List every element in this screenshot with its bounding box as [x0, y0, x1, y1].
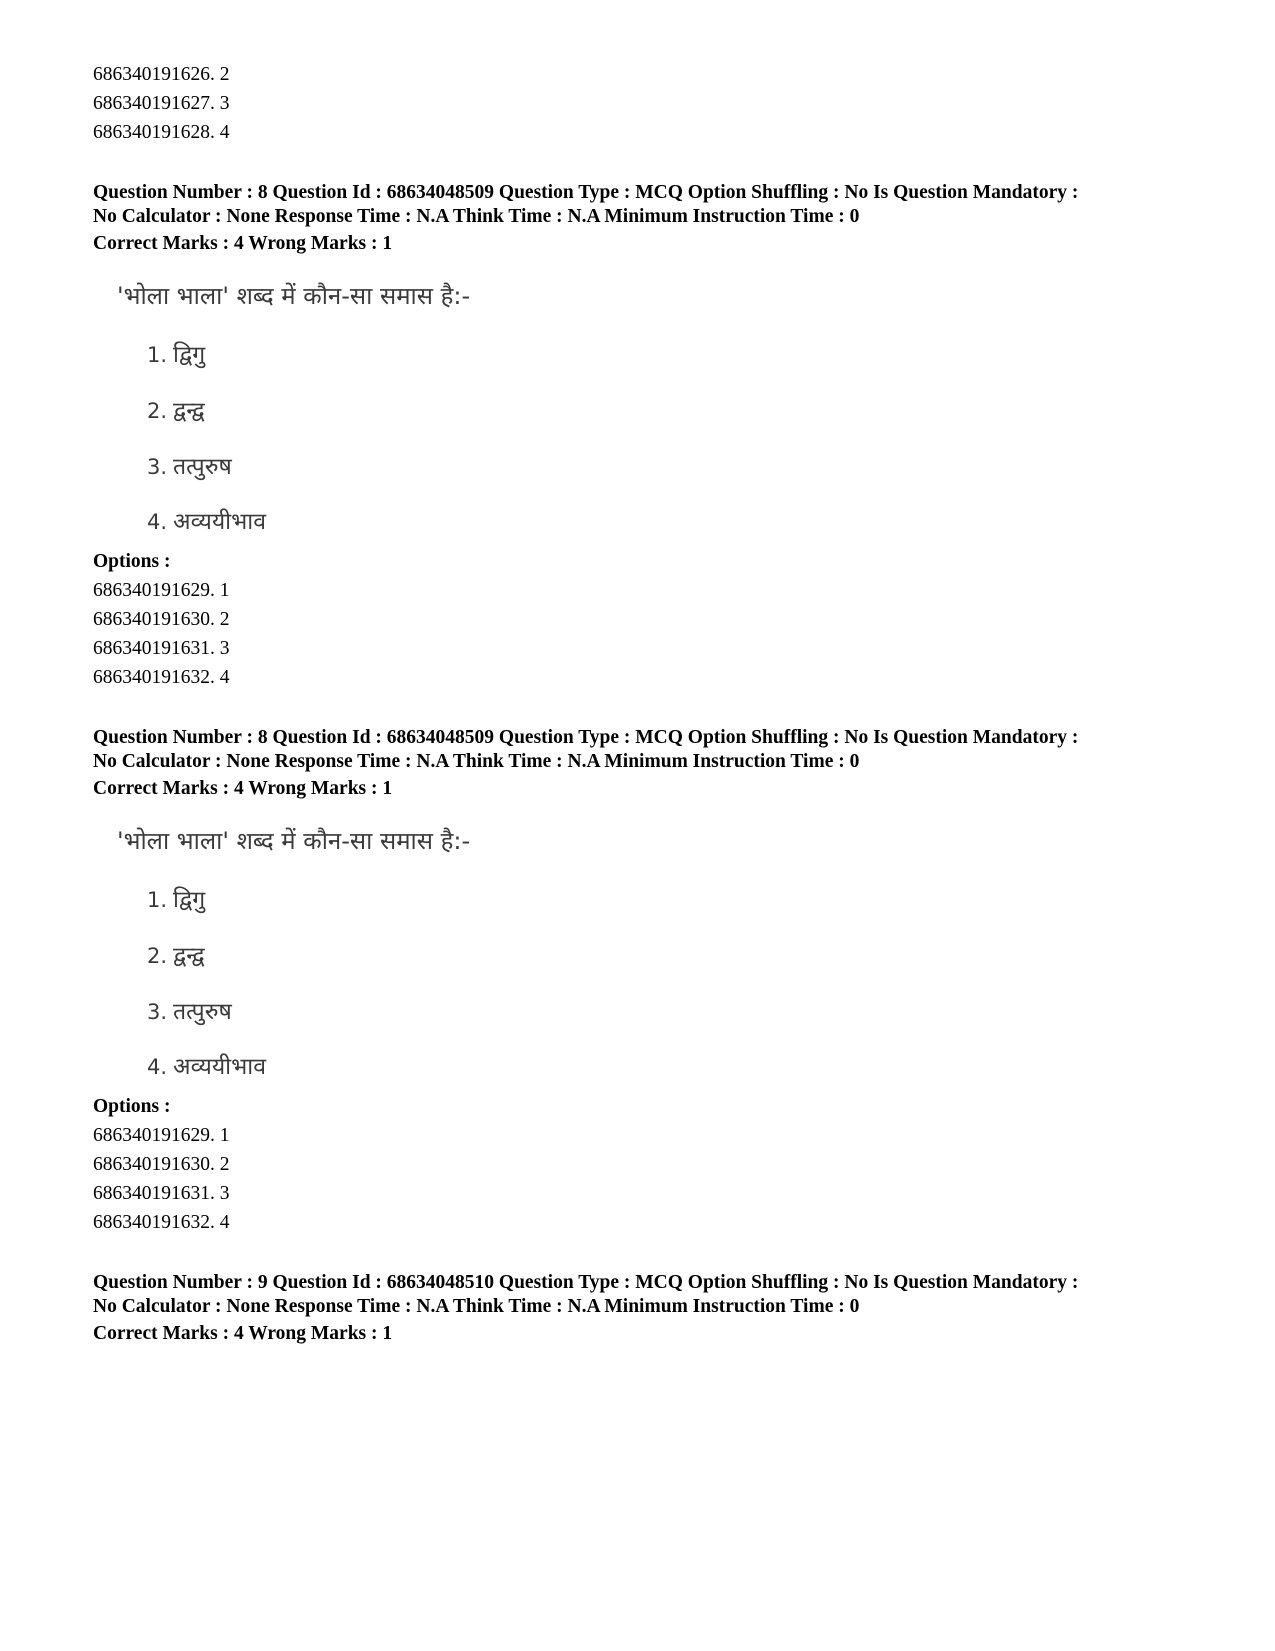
question-marks: Correct Marks : 4 Wrong Marks : 1 [93, 233, 393, 254]
question-header-line2: No Calculator : None Response Time : N.A Think Time : N.A Minimum Instruction Time : 0 [93, 1296, 860, 1317]
option-row: 686340191630. 2 [93, 609, 230, 630]
question-header-line1: Question Number : 9 Question Id : 68634048510 Question Type : MCQ Option Shuffling : No Is Question Mandatory : [93, 1272, 1079, 1293]
question-block [93, 726, 1193, 1237]
choice-item: 1. द्विगु [147, 342, 206, 368]
options-label: Options : [93, 1096, 171, 1117]
options-list [93, 1121, 1193, 1237]
choice-item: 4. अव्ययीभाव [147, 509, 267, 535]
question-text: 'भोला भाला' शब्द में कौन-सा समास है:- [117, 282, 471, 310]
question-header-line2: No Calculator : None Response Time : N.A Think Time : N.A Minimum Instruction Time : 0 [93, 751, 860, 772]
choice-item: 2. द्वन्द्व [147, 943, 205, 969]
question-header-line1: Question Number : 8 Question Id : 68634048509 Question Type : MCQ Option Shuffling : No Is Question Mandatory : [93, 727, 1079, 748]
question-image [93, 804, 1193, 1092]
option-row: 686340191626. 2 [93, 64, 230, 85]
option-row: 686340191629. 1 [93, 580, 230, 601]
question-image [93, 259, 1193, 547]
question-marks: Correct Marks : 4 Wrong Marks : 1 [93, 1323, 393, 1344]
choice-item: 3. तत्पुरुष [147, 999, 232, 1025]
choice-item: 3. तत्पुरुष [147, 454, 232, 480]
question-marks: Correct Marks : 4 Wrong Marks : 1 [93, 778, 393, 799]
option-row: 686340191628. 4 [93, 122, 230, 143]
previous-options-list [93, 60, 1193, 147]
question-text: 'भोला भाला' शब्द में कौन-सा समास है:- [117, 827, 471, 855]
question-block [93, 181, 1193, 692]
question-header-line1: Question Number : 8 Question Id : 68634048509 Question Type : MCQ Option Shuffling : No Is Question Mandatory : [93, 182, 1079, 203]
option-row: 686340191632. 4 [93, 667, 230, 688]
options-list [93, 576, 1193, 692]
question-header-line2: No Calculator : None Response Time : N.A Think Time : N.A Minimum Instruction Time : 0 [93, 206, 860, 227]
option-row: 686340191630. 2 [93, 1154, 230, 1175]
option-row: 686340191632. 4 [93, 1212, 230, 1233]
choice-item: 4. अव्ययीभाव [147, 1054, 267, 1080]
option-row: 686340191627. 3 [93, 93, 230, 114]
document-page [93, 60, 1193, 1349]
option-row: 686340191631. 3 [93, 638, 230, 659]
question-block [93, 1271, 1193, 1349]
choice-item: 1. द्विगु [147, 887, 206, 913]
options-label: Options : [93, 551, 171, 572]
option-row: 686340191631. 3 [93, 1183, 230, 1204]
choice-item: 2. द्वन्द्व [147, 398, 205, 424]
option-row: 686340191629. 1 [93, 1125, 230, 1146]
